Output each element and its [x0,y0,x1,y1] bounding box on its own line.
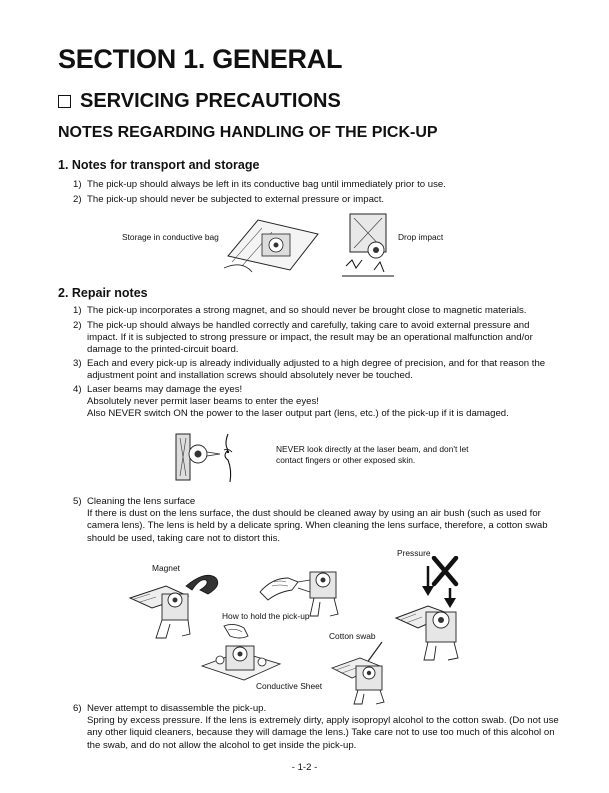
pressure-prohibited-illustration [392,556,472,664]
repair-item-5: 5) Cleaning the lens surface If there is dust on the lens surface, the dust should be cleaned away by using an air bush (such as used for camera lens). The lens is held by a delicate spring. When cleaning the lens surface, therefore, a cotton swab should be used, taking care not to distort this. [73,496,548,544]
repair-item-1: 1) The pick-up incorporates a strong magnet, and so should never be brought close to magnetic materials. [73,305,527,316]
storage-caption: Storage in conductive bag [122,232,219,242]
repair-item-6: 6) Never attempt to disassemble the pick-up. Spring by excess pressure. If the lens is extremely dirty, apply isopropyl alcohol to the cotton swab. (Do not use any other liquid cleaners, because they will damage the lens.) Take care not to use too much of this alcohol on the swab, and do not allow the alcohol to get inside the pick-up. [73,703,559,751]
conductive-sheet-caption: Conductive Sheet [256,681,323,691]
section-title: SECTION 1. GENERAL [58,44,343,74]
page-number: - 1-2 - [291,762,318,773]
checkbox-square-icon [58,95,71,108]
laser-eye-illustration [172,430,244,484]
transport-heading: 1. Notes for transport and storage [58,158,260,172]
servicing-heading-text: SERVICING PRECAUTIONS [80,90,341,112]
pickup-heading: NOTES REGARDING HANDLING OF THE PICK-UP [58,124,438,141]
conductive-sheet-illustration [200,622,284,686]
repair-item-3: 3) Each and every pick-up is already individually adjusted to a high degree of precision, and for that reason the adjustment point and installation screws should absolutely never be touched. [73,358,546,382]
cotton-swab-illustration [330,640,400,706]
laser-warning-caption: NEVER look directly at the laser beam, and don't let contact fingers or other exposed skin. [276,444,469,465]
pressure-caption: Pressure [397,548,431,558]
conductive-bag-illustration [222,216,320,274]
how-to-hold-caption: How to hold the pick-up [222,611,310,621]
repair-item-4: 4) Laser beams may damage the eyes! Absolutely never permit laser beams to enter the eyes! Also NEVER switch ON the power to the laser output part (lens, etc.) of the pick-up if it is damaged. [73,384,509,420]
drop-impact-caption: Drop impact [398,232,444,242]
repair-heading: 2. Repair notes [58,286,148,300]
magnet-caption: Magnet [152,563,180,573]
transport-item-2: 2) The pick-up should never be subjected to external pressure or impact. [73,194,385,205]
transport-item-1: 1) The pick-up should always be left in its conductive bag until immediately prior to use. [73,179,446,190]
repair-item-2: 2) The pick-up should always be handled correctly and carefully, taking care to avoid external pressure and impact. If it is subjected to strong pressure or impact, the result may be an operational malfunction and/or damage to the printed-circuit board. [73,320,533,356]
cotton-swab-caption: Cotton swab [329,631,376,641]
servicing-heading [58,90,341,113]
drop-impact-illustration [340,210,396,278]
